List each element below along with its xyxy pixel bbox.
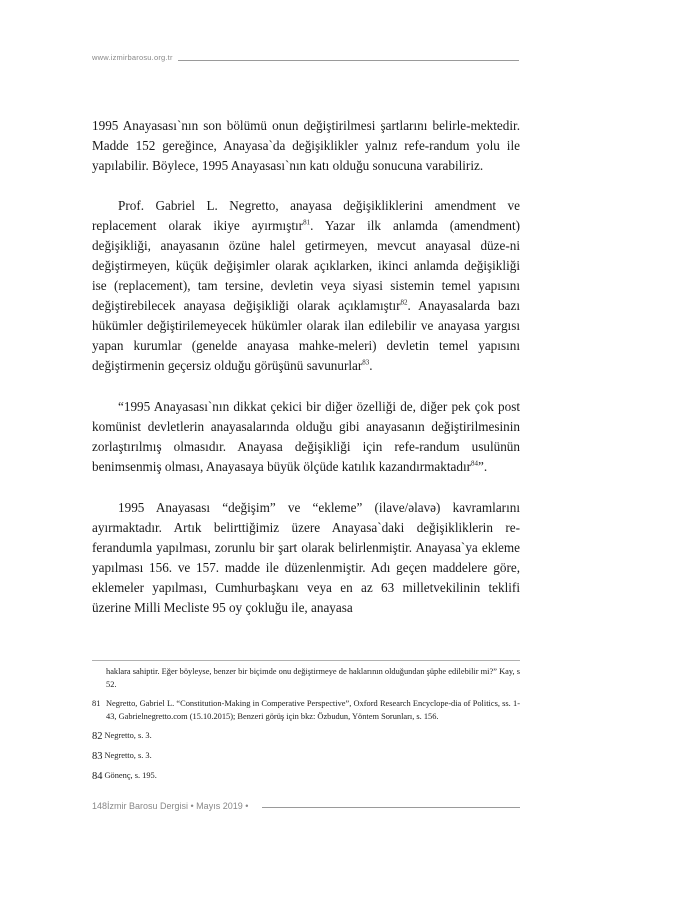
footnote-number: 82 [92, 731, 103, 742]
paragraph-text: . [369, 358, 373, 373]
footnote-text: Negretto, s. 3. [104, 731, 152, 740]
paragraph-3-quote [92, 397, 520, 477]
paragraph-text: Prof. Gabriel L. Negretto, anayasa değişikliklerini amendment ve replacement olarak ikiye ayırmıştır [92, 198, 520, 233]
paragraph-text: 1995 Anayasası`nın son bölümü onun değiştirilmesi şartlarını belirle-mektedir. Madde 152 gereğince, Anayasa`da değişiklikler yalnız refe-randum yolu ile yapılabilir. Böylece, 1995 Anayasası`nın katı olduğu sonucuna varabiliriz. [92, 118, 520, 173]
footnote-text: Negretto, s. 3. [104, 751, 152, 760]
paragraph-1 [92, 116, 520, 176]
body-text [92, 116, 520, 639]
paragraph-text: 1995 Anayasası “değişim” ve “ekleme” (ilave/əlavə) kavramlarını ayırmaktadır. Artık belirttiğimiz üzere Anayasa`daki değişikliklerin re-ferandumla yapılması, zorunlu bir şart olarak belirlenmiştir. Anayasa`ya ekleme yapılması 156. ve 157. madde ile düzenlenmiştir. Adı geçen maddelere göre, eklemeler yapılması, Cumhurbaşkanı veya en az 63 milletvekilinin teklifi üzerine Milli Mecliste 95 oy çokluğu ile, anayasa [92, 500, 520, 615]
footnotes [92, 666, 520, 790]
footnote-number: 84 [92, 771, 103, 782]
footnote-83 [92, 750, 520, 763]
footnote-84 [92, 770, 520, 783]
footnote-text: Gönenç, s. 195. [104, 771, 157, 780]
paragraph-4 [92, 498, 520, 618]
header-url: www.izmirbarosu.org.tr [92, 53, 173, 62]
footnote-ref: 84 [471, 459, 479, 468]
paragraph-text: . Yazar ilk anlamda (amendment) değişikliği, anayasanın özüne halel getirmeyen, mevcut anayasal düze-ni değiştirmeyen, küçük değişimler olarak açıklarken, ikinci anlamda değişikliği ise (replacement), tam tersine, devletin veya siyasi sistemin temel yapısını değiştirebilecek anayasa değişikliği olarak açıklamıştır [92, 218, 520, 313]
footnote-ref: 81 [303, 218, 311, 227]
footer-rule [262, 807, 520, 808]
paragraph-2 [92, 196, 520, 376]
footnote-82 [92, 730, 520, 743]
footer-text: 148İzmir Barosu Dergisi • Mayıs 2019 • [92, 801, 249, 811]
paragraph-text: ”. [478, 459, 488, 474]
footnote-rule [92, 660, 520, 661]
header-rule [178, 60, 519, 61]
footnote-continued [92, 666, 520, 691]
footnote-number: 81 [92, 699, 101, 708]
footnote-number: 83 [92, 751, 103, 762]
paragraph-text: “1995 Anayasası`nın dikkat çekici bir diğer özelliği de, diğer pek çok post komünist devletlerin anayasalarında olduğu gibi anayasanın değiştirilmesinin zorlaştırılmış olmasıdır. Anayasa değişikliği için refe-randum usulünün benimsenmiş olması, Anayasaya büyük ölçüde katılık kazandırmaktadır [92, 399, 520, 474]
footnote-continued-text: haklara sahiptir. Eğer böyleyse, benzer bir biçimde onu değiştirmeye de haklarının olduğundan şüphe edilebilir mi?” Kay, s 52. [106, 667, 520, 689]
footnote-ref: 83 [362, 358, 370, 367]
footnote-ref: 82 [400, 298, 408, 307]
paragraph-text: . Anayasalarda bazı hükümler değiştirilemeyecek hükümler olarak ilan edilebilir ve anayasa yargısı yapan kurumlar (genelde anayasa mahke-meleri) devletin temel yapısını değiştirmenin geçersiz olduğu görüşünü savunurlar [92, 298, 520, 373]
footnote-81 [92, 698, 520, 723]
footnote-text: Negretto, Gabriel L. “Constitution-Making in Comperative Perspective”, Oxford Research Encyclope-dia of Politics, ss. 1-43, Gabrielnegretto.com (15.10.2015); Benzeri görüş için bkz: Özbudun, Yöntem Sorunları, s. 156. [106, 699, 520, 721]
